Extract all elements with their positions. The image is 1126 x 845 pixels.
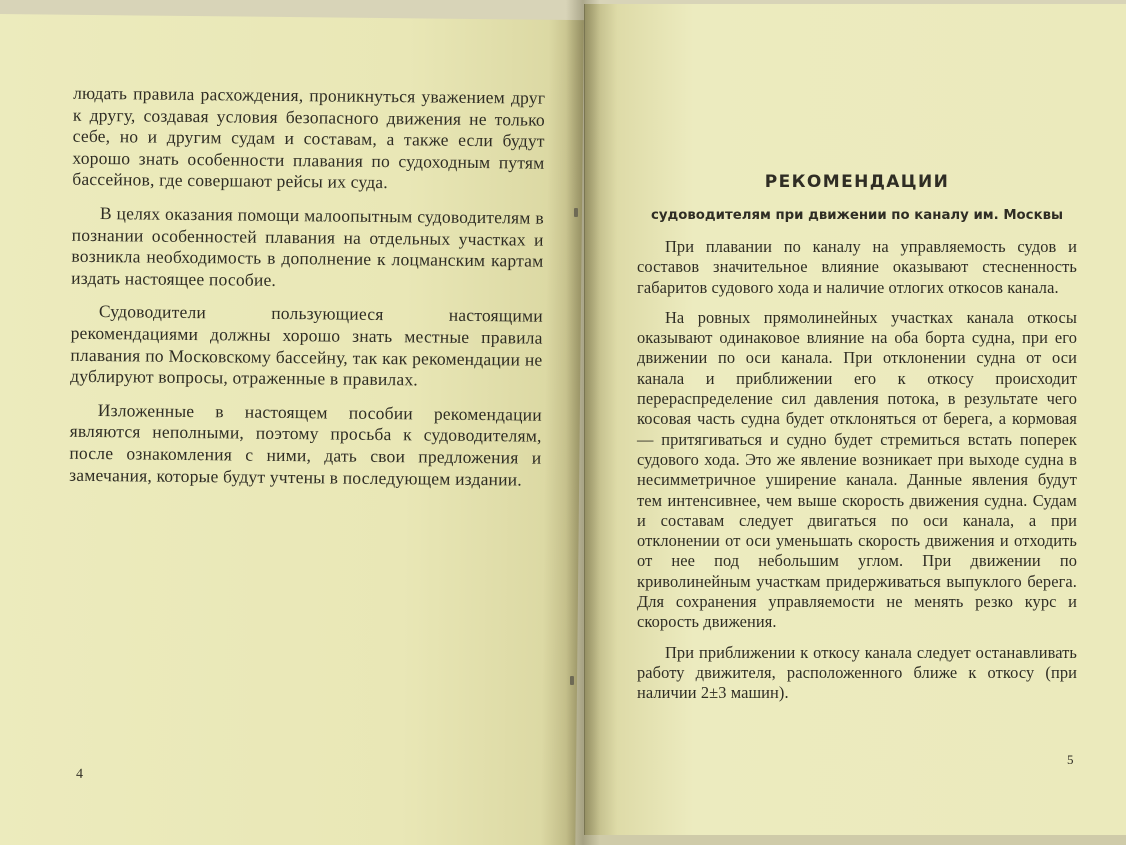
right-page-number: 5 [1067, 752, 1074, 767]
left-paragraph-1: людать правила расхождения, проникнуться уважением друг к другу, создавая условия безопасного движения не только себе, но и другим судам и составам, а также если будут хорошо знать особенности плавания по судоходным путям бассейнов, где совершают рейсы их суда. [72, 82, 546, 193]
right-paragraph-1: При плавании по каналу на управляемость судов и составов значительное влияние оказывают стесненность габаритов судового хода и наличие отлогих откосов канала. [637, 237, 1077, 297]
right-page-content [637, 172, 1077, 714]
staple-bottom [570, 676, 574, 685]
right-paragraph-2: На ровных прямолинейных участках канала откосы оказывают одинаковое влияние на оба борта судна, при его движении по оси канала. При отклонении судна от оси канала и приближении его к откосу происходит перераспределение сил давления потока, в результате чего косовая часть судна будет отклоняться от берега, а кормовая — притягиваться и судно будет стремиться встать поперек судового хода. Это же явление возникает при выходе судна в несимметричное уширение канала. Данные явления будут тем интенсивнее, чем выше скорость движения судна. Судам и составам следует двигаться по оси канала, а при отклонении от оси уменьшать скорость движения и отходить от нее под небольшим углом. При движении по криволинейным участкам придерживаться выпуклого берега. Для сохранения управляемости не менять резко курс и скорость движения. [637, 307, 1077, 632]
left-page [0, 14, 584, 845]
section-heading: РЕКОМЕНДАЦИИ [764, 172, 950, 192]
right-paragraph-3: При приближении к откосу канала следует останавливать работу движителя, расположенного ближе к откосу (при наличии 2±3 машин). [637, 642, 1077, 703]
left-paragraph-2: В целях оказания помощи малоопытным судоводителям в познании особенностей плавания на отдельных участках и возникла необходимость в дополнение к лоцманским картам издать настоящее пособие. [71, 203, 545, 290]
staple-top [574, 208, 578, 217]
right-page [584, 4, 1126, 835]
left-page-number: 4 [75, 766, 84, 782]
left-paragraph-4: Изложенные в настоящем пособии рекомендации являются неполными, поэтому просьба к судоводителям, после ознакомления с ними, дать свои предложения и замечания, которые будут учтены в последующем издании. [69, 399, 542, 489]
section-subheading: судоводителям при движении по каналу им. Москвы [650, 208, 1064, 223]
left-page-text [69, 83, 545, 503]
left-paragraph-3: Судоводители пользующиеся настоящими рекомендациями должны хорошо знать местные правила плавания по Московскому бассейну, так как рекомендации не дублируют вопросы, отраженные в правилах. [70, 301, 543, 390]
right-page-text [637, 237, 1077, 704]
